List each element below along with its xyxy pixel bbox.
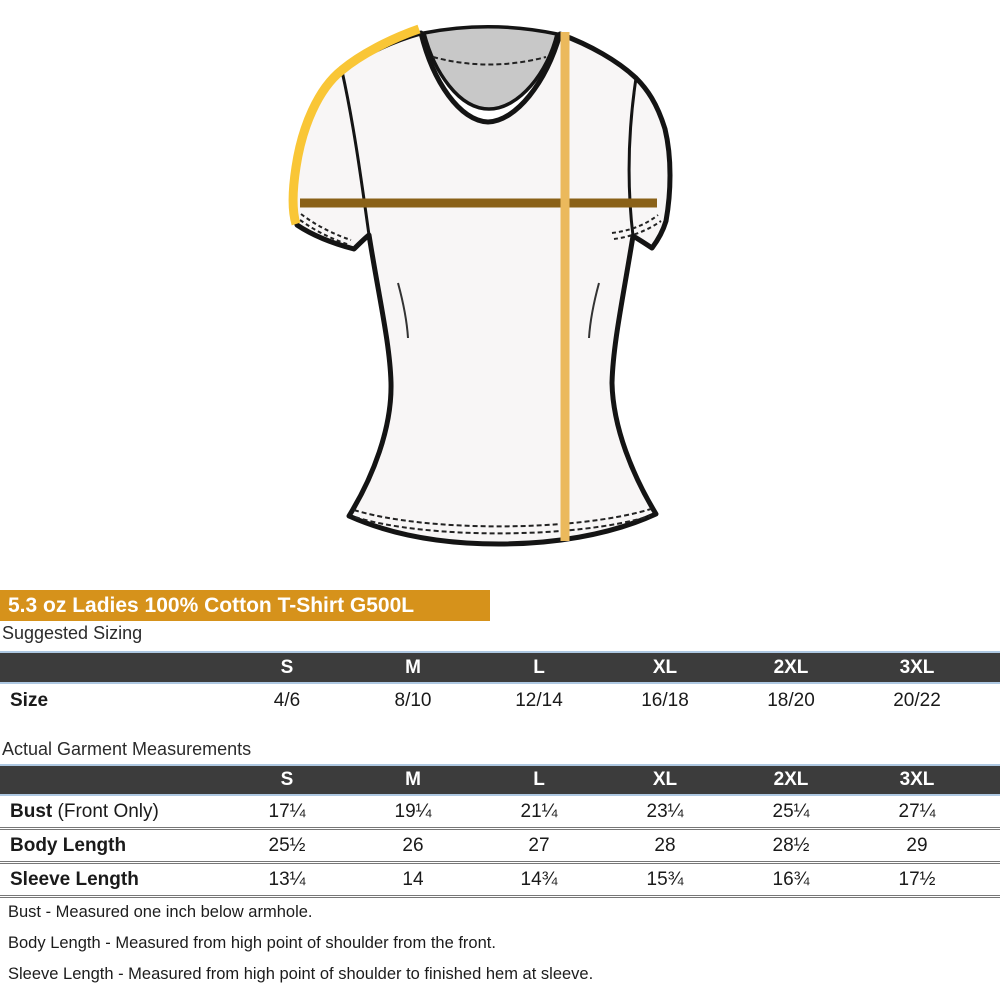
garment-measurements-row-label-suffix: (Front Only) xyxy=(52,801,159,822)
garment-measurements-header-empty-cell xyxy=(0,766,224,794)
product-title-banner xyxy=(0,590,490,621)
suggested-sizing-value-cell: 12/14 xyxy=(515,690,563,711)
suggested-sizing-value-cell: 20/22 xyxy=(893,690,941,711)
suggested-sizing-col-header-XL: XL xyxy=(652,657,678,678)
garment-measurements-value-cell: 17¼ xyxy=(268,801,306,822)
garment-measurements-row-label xyxy=(0,796,224,827)
suggested-sizing-row xyxy=(0,684,1000,717)
garment-measurements-value-cell: 28 xyxy=(654,835,676,856)
garment-measurements-value-cell: 29 xyxy=(906,835,928,856)
garment-measurements-value-cell: 13¼ xyxy=(268,869,306,890)
suggested-sizing-value-cell: 4/6 xyxy=(273,690,301,711)
garment-measurements-value-cell: 25¼ xyxy=(772,801,810,822)
garment-measurements-heading: Actual Garment Measurements xyxy=(2,739,252,759)
suggested-sizing-value-cell: 18/20 xyxy=(767,690,815,711)
suggested-sizing-header-empty-cell xyxy=(0,653,224,682)
suggested-sizing-col-header-3XL: 3XL xyxy=(899,657,935,678)
garment-measurements-row-label-main: Bust xyxy=(10,801,53,822)
garment-measurements-value-cell: 21¼ xyxy=(520,801,558,822)
garment-measurements-col-header-M: M xyxy=(405,769,421,790)
measurement-notes xyxy=(8,903,593,996)
garment-measurements-value-cell: 26 xyxy=(402,835,424,856)
garment-measurements-col-header-3XL: 3XL xyxy=(899,769,935,790)
suggested-sizing-heading: Suggested Sizing xyxy=(2,623,143,643)
garment-measurements-value-cell: 25½ xyxy=(268,835,306,856)
garment-measurements-col-header-XL: XL xyxy=(652,769,678,790)
suggested-sizing-col-header-S: S xyxy=(280,657,294,678)
garment-measurements-value-cell: 23¼ xyxy=(646,801,684,822)
garment-measurements-row-label-main: Sleeve Length xyxy=(10,869,139,890)
garment-measurements-header-row xyxy=(0,764,1000,796)
note-body-length: Body Length - Measured from high point of shoulder from the front. xyxy=(8,934,496,952)
suggested-sizing-row-label-main: Size xyxy=(10,690,49,711)
suggested-sizing-value-cell: 16/18 xyxy=(641,690,689,711)
product-title: 5.3 oz Ladies 100% Cotton T-Shirt G500L xyxy=(8,594,415,617)
garment-measurements-value-cell: 28½ xyxy=(772,835,810,856)
garment-measurements-row xyxy=(0,830,1000,864)
note-bust: Bust - Measured one inch below armhole. xyxy=(8,903,313,921)
garment-measurements-value-cell: 19¼ xyxy=(394,801,432,822)
suggested-sizing-value-cell: 8/10 xyxy=(394,690,432,711)
suggested-sizing-col-header-2XL: 2XL xyxy=(773,657,809,678)
garment-measurements-row-label xyxy=(0,864,224,895)
garment-measurements-value-cell: 14 xyxy=(402,869,424,890)
note-sleeve-length: Sleeve Length - Measured from high point of shoulder to finished hem at sleeve. xyxy=(8,965,594,983)
garment-measurements-col-header-2XL: 2XL xyxy=(773,769,809,790)
suggested-sizing-header-row xyxy=(0,651,1000,684)
garment-measurements-table xyxy=(0,764,1000,898)
garment-measurements-value-cell: 14¾ xyxy=(520,869,558,890)
garment-measurements-col-header-L: L xyxy=(533,769,545,790)
garment-measurements-value-cell: 17½ xyxy=(898,869,936,890)
suggested-sizing-table xyxy=(0,651,1000,717)
garment-measurements-row-label-main: Body Length xyxy=(10,835,127,856)
garment-measurements-value-cell: 16¾ xyxy=(772,869,810,890)
garment-measurements-value-cell: 27 xyxy=(528,835,550,856)
suggested-sizing-col-header-L: L xyxy=(533,657,545,678)
garment-measurements-row xyxy=(0,864,1000,898)
garment-measurements-row xyxy=(0,796,1000,830)
garment-measurements-value-cell: 15¾ xyxy=(646,869,684,890)
suggested-sizing-col-header-M: M xyxy=(405,657,421,678)
suggested-sizing-row-label xyxy=(0,684,224,717)
garment-measurements-value-cell: 27¼ xyxy=(898,801,936,822)
garment-measurements-row-label xyxy=(0,830,224,861)
garment-measurements-col-header-S: S xyxy=(280,769,294,790)
